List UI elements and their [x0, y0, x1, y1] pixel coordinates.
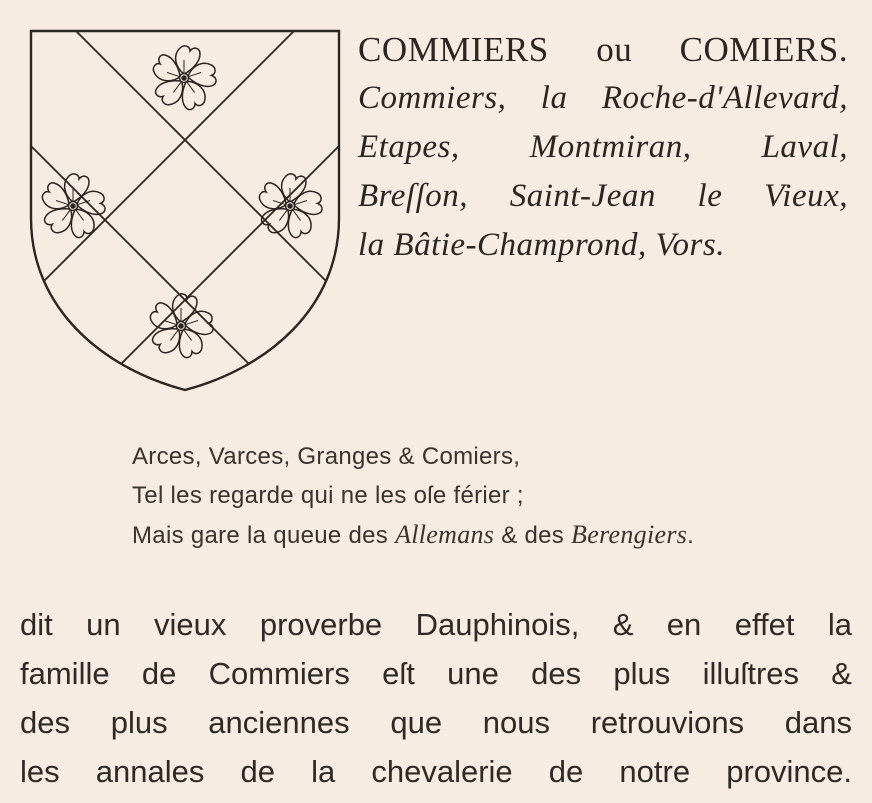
verse-line: Arces, Varces, Granges & Comiers,: [132, 443, 521, 470]
family-name-conjunction: ou: [596, 30, 633, 69]
verse-line: [132, 515, 862, 555]
places-line: Commiers, la Roche-d'Allevard,: [358, 80, 848, 116]
verse-text: .: [687, 522, 695, 549]
paragraph-line: les annales de la chevalerie de notre province.: [20, 754, 852, 789]
proverb-verse: [132, 437, 862, 555]
verse-family-name: Berengiers: [571, 520, 688, 549]
family-name-variant: COMIERS.: [679, 30, 848, 69]
places-line: la Bâtie-Champrond, Vors.: [358, 227, 725, 263]
paragraph-line: famille de Commiers eſt une des plus illuſtres &: [20, 656, 852, 691]
body-paragraph: [20, 600, 852, 796]
places-line: Etapes, Montmiran, Laval,: [358, 129, 848, 165]
places-list: [358, 74, 848, 270]
family-heading: [358, 26, 848, 270]
verse-family-name: Allemans: [395, 520, 495, 549]
verse-text: & des: [494, 522, 572, 549]
paragraph-line: des plus anciennes que nous retrouvions dans: [20, 705, 852, 740]
coat-of-arms-icon: [28, 28, 342, 394]
family-title: [358, 26, 848, 74]
places-line: Breſſon, Saint-Jean le Vieux,: [358, 178, 848, 214]
paragraph-line: dit un vieux proverbe Dauphinois, & en effet la: [20, 607, 852, 642]
verse-text: Mais gare la queue des: [132, 522, 396, 549]
family-name-primary: COMMIERS: [358, 30, 549, 69]
verse-line: Tel les regarde qui ne les oſe férier ;: [132, 482, 524, 509]
